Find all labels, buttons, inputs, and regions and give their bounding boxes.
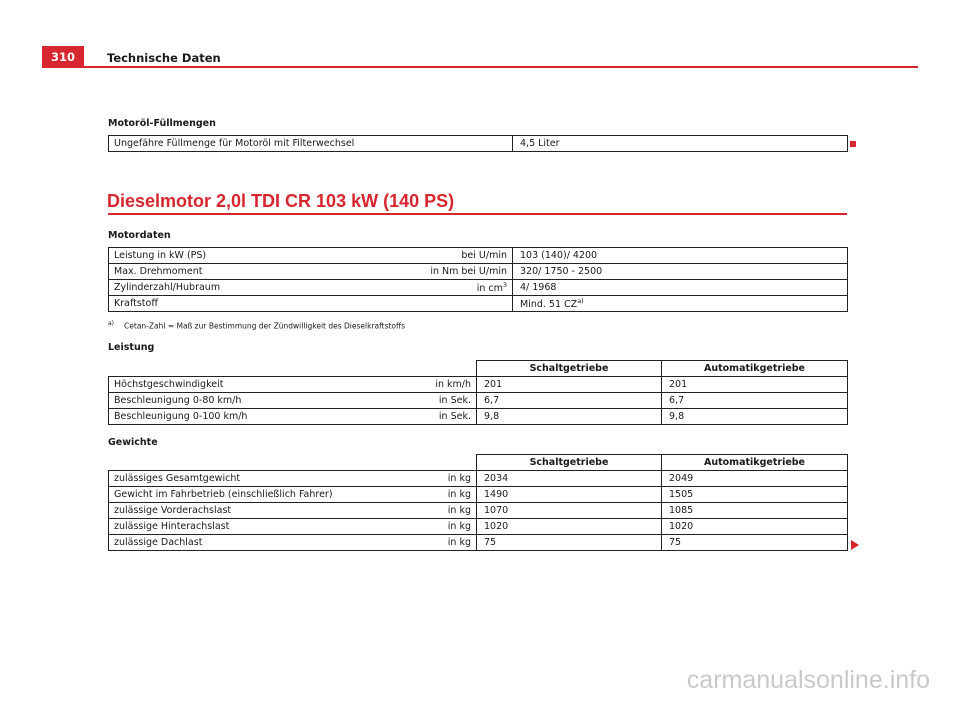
row-label: Zylinderzahl/Hubraum [109,280,309,296]
row-unit: in kg [369,535,477,551]
gewichte-table [108,454,848,551]
row-unit: in km/h [309,377,477,393]
row-unit: bei U/min [309,248,513,264]
continue-arrow-icon [851,540,859,550]
table-row [109,377,848,393]
header-blank-cell [109,455,477,471]
table-row [109,296,848,312]
row-value: 4/ 1968 [513,280,848,296]
row-value-automatik: 1085 [662,503,848,519]
table-row [109,136,848,152]
row-label: Kraftstoff [109,296,309,312]
watermark: carmanualsonline.info [686,666,930,694]
motordaten-section-title: Motordaten [108,230,171,241]
table-row [109,471,848,487]
row-label: zulässige Dachlast [109,535,369,551]
row-value-schalt: 6,7 [477,393,662,409]
gewichte-section-title: Gewichte [108,437,158,448]
row-unit-cell [309,280,513,296]
row-value-automatik: 1505 [662,487,848,503]
row-value-cell [513,296,848,312]
footnote [108,320,405,331]
row-value-schalt: 75 [477,535,662,551]
column-header-schaltgetriebe: Schaltgetriebe [477,455,662,471]
oil-label: Ungefähre Füllmenge für Motoröl mit Filterwechsel [109,136,513,152]
row-unit: in Sek. [309,393,477,409]
oil-section-title: Motoröl-Füllmengen [108,118,216,129]
row-value-schalt: 9,8 [477,409,662,425]
row-label: Leistung in kW (PS) [109,248,309,264]
row-value-schalt: 1020 [477,519,662,535]
footnote-text: Cetan-Zahl = Maß zur Bestimmung der Zündwilligkeit des Dieselkraftstoffs [124,321,406,331]
row-unit: in cm [476,283,503,295]
row-unit: in kg [369,487,477,503]
header-rule [42,66,918,68]
row-value-schalt: 201 [477,377,662,393]
row-value-schalt: 2034 [477,471,662,487]
row-value-automatik: 2049 [662,471,848,487]
motordaten-table [108,247,848,312]
header-blank-cell [109,361,477,377]
row-unit: in kg [369,519,477,535]
column-header-schaltgetriebe: Schaltgetriebe [477,361,662,377]
footnote-reference: a) [577,296,584,305]
row-unit [309,296,513,312]
leistung-section-title: Leistung [108,342,155,353]
row-label: Max. Drehmoment [109,264,309,280]
row-label: zulässige Hinterachslast [109,519,369,535]
row-unit: in kg [369,471,477,487]
table-row [109,535,848,551]
table-row [109,503,848,519]
main-heading-rule [108,213,847,215]
column-header-automatikgetriebe: Automatikgetriebe [662,455,848,471]
row-unit-superscript: 3 [502,280,507,289]
row-label: Gewicht im Fahrbetrieb (einschließlich Fahrer) [109,487,369,503]
footnote-marker: a) [108,320,115,327]
table-row [109,280,848,296]
row-value-schalt: 1490 [477,487,662,503]
row-value-automatik: 201 [662,377,848,393]
row-value-automatik: 75 [662,535,848,551]
table-row [109,519,848,535]
end-marker-icon [850,141,856,147]
table-header-row [109,361,848,377]
row-value: Mind. 51 CZ [520,299,578,311]
row-value: 320/ 1750 - 2500 [513,264,848,280]
page-number: 310 [42,46,84,68]
row-value-automatik: 1020 [662,519,848,535]
row-label: zulässige Vorderachslast [109,503,369,519]
row-label: zulässiges Gesamtgewicht [109,471,369,487]
row-unit: in kg [369,503,477,519]
table-row [109,393,848,409]
table-row [109,487,848,503]
table-header-row [109,455,848,471]
table-row [109,264,848,280]
row-label: Höchstgeschwindigkeit [109,377,309,393]
row-value-automatik: 6,7 [662,393,848,409]
row-value: 103 (140)/ 4200 [513,248,848,264]
oil-table [108,135,848,152]
row-label: Beschleunigung 0-80 km/h [109,393,309,409]
table-row [109,409,848,425]
row-value-schalt: 1070 [477,503,662,519]
main-heading: Dieselmotor 2,0l TDI CR 103 kW (140 PS) [107,191,455,211]
row-unit: in Nm bei U/min [309,264,513,280]
header-title: Technische Daten [107,51,221,65]
leistung-table [108,360,848,425]
row-unit: in Sek. [309,409,477,425]
row-value-automatik: 9,8 [662,409,848,425]
table-row [109,248,848,264]
oil-value: 4,5 Liter [513,136,848,152]
row-label: Beschleunigung 0-100 km/h [109,409,309,425]
column-header-automatikgetriebe: Automatikgetriebe [662,361,848,377]
